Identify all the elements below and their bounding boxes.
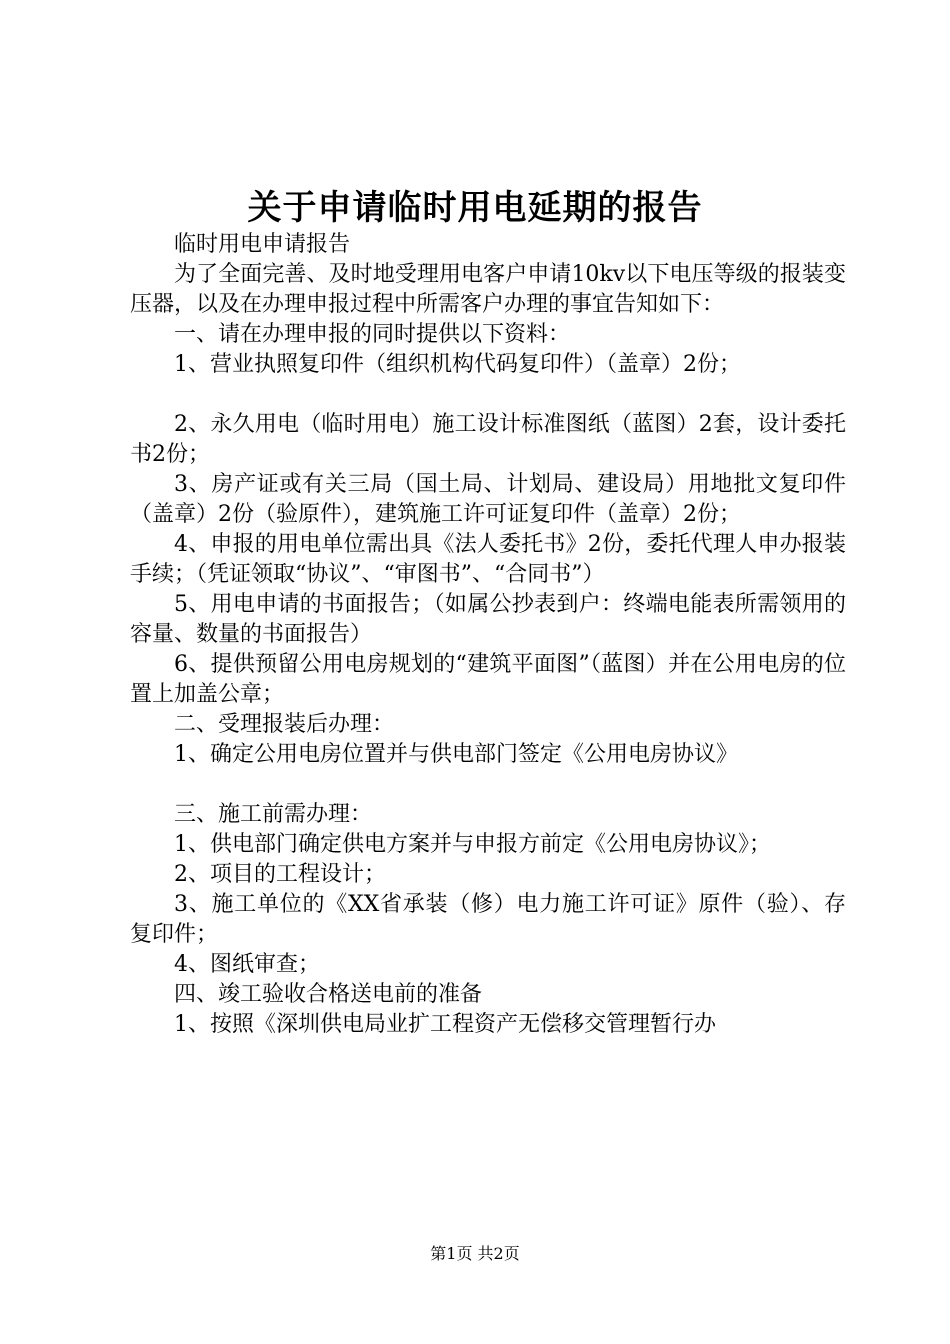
section-heading-2: 二、受理报装后办理： — [174, 712, 395, 737]
page-number-footer: 第1页 共2页 — [430, 1244, 520, 1263]
document-title: 关于申请临时用电延期的报告 — [247, 188, 703, 228]
list-item: 1、营业执照复印件（组织机构代码复印件）（盖章）2份； — [174, 352, 741, 377]
list-item: 1、按照《深圳供电局业扩工程资产无偿移交管理暂行办 — [174, 1012, 716, 1037]
blank-line — [130, 770, 846, 800]
list-item: 6、提供预留公用电房规划的“建筑平面图”（蓝图）并在公用电房的位置上加盖公章； — [130, 652, 846, 707]
blank-line — [130, 380, 846, 410]
list-item: 1、确定公用电房位置并与供电部门签定《公用电房协议》 — [174, 742, 738, 767]
list-item: 5、用电申请的书面报告；（如属公抄表到户：终端电能表所需领用的容量、数量的书面报告） — [130, 592, 846, 647]
section-heading-3: 三、施工前需办理： — [174, 802, 373, 827]
list-item: 2、项目的工程设计； — [174, 862, 386, 887]
paragraph-intro: 为了全面完善、及时地受理用电客户申请10kv以下电压等级的报装变压器，以及在办理申报过程中所需客户办理的事宜告知如下： — [130, 262, 846, 317]
list-item: 4、图纸审查； — [174, 952, 320, 977]
list-item: 3、房产证或有关三局（国土局、计划局、建设局）用地批文复印件（盖章）2份（验原件），建筑施工许可证复印件（盖章）2份； — [130, 472, 846, 527]
section-heading-1: 一、请在办理申报的同时提供以下资料： — [174, 322, 571, 347]
section-heading-4: 四、竣工验收合格送电前的准备 — [174, 982, 483, 1007]
list-item: 2、永久用电（临时用电）施工设计标准图纸（蓝图）2套，设计委托书2份； — [130, 412, 846, 467]
list-item: 4、申报的用电单位需出具《法人委托书》2份，委托代理人申办报装手续；（凭证领取“协议”、“审图书”、“合同书”） — [130, 532, 846, 587]
document-body — [130, 230, 846, 1040]
paragraph-heading: 临时用电申请报告 — [174, 232, 351, 257]
list-item: 3、施工单位的《XX省承装（修）电力施工许可证》原件（验）、存复印件； — [130, 892, 846, 947]
list-item: 1、供电部门确定供电方案并与申报方前定《公用电房协议》； — [174, 832, 771, 857]
